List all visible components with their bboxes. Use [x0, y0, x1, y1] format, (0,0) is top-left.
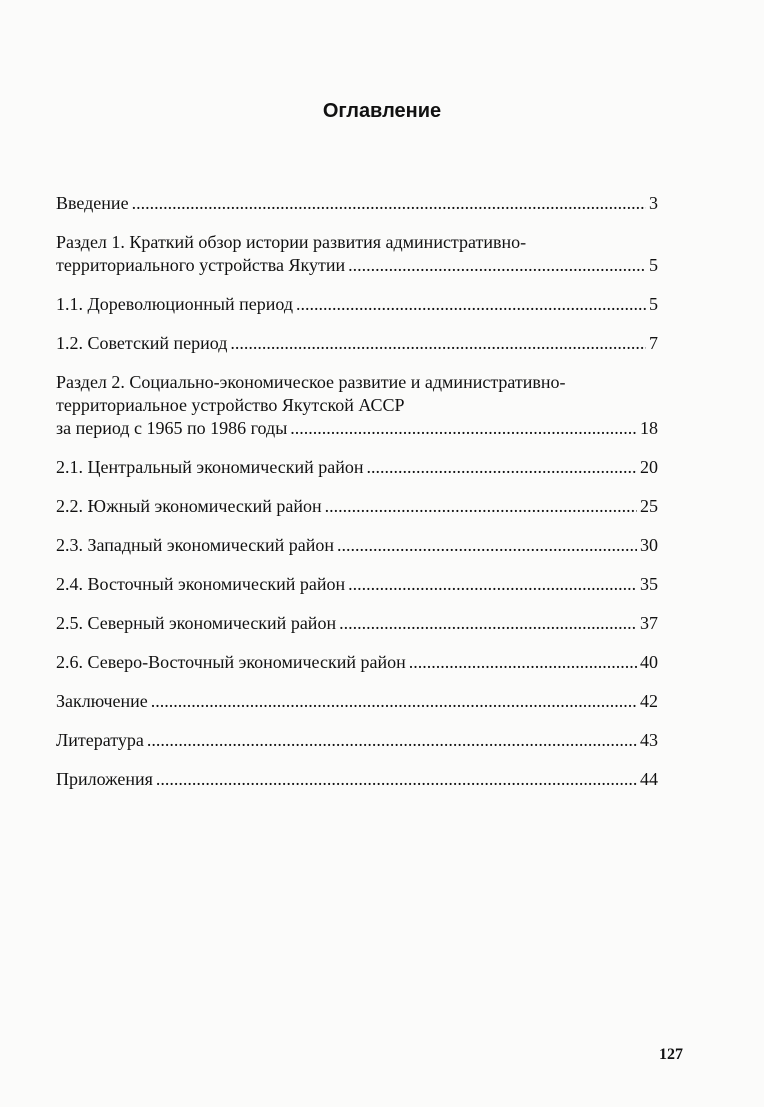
toc-row	[56, 651, 658, 674]
leader-dots	[290, 417, 637, 440]
toc-entry-title: 2.2. Южный экономический район	[56, 496, 322, 516]
toc-entry-introduction	[56, 192, 658, 215]
toc-entry-title: Приложения	[56, 769, 153, 789]
leader-dots	[325, 495, 637, 518]
toc-page-number: 18	[640, 418, 658, 438]
page-number: 127	[659, 1046, 683, 1063]
toc-entry-title-line: территориальное устройство Якутской АССР	[56, 395, 405, 415]
toc-page-number: 5	[649, 255, 658, 275]
leader-dots	[337, 534, 637, 557]
toc-entry-title: 1.2. Советский период	[56, 333, 228, 353]
toc-row	[56, 612, 658, 635]
toc-row	[56, 456, 658, 479]
toc-entry-2-5	[56, 612, 658, 635]
toc-row	[56, 534, 658, 557]
toc-entry-2-4	[56, 573, 658, 596]
toc-entry-conclusion	[56, 690, 658, 713]
toc-entry-title: Введение	[56, 193, 129, 213]
toc-page-number: 42	[640, 691, 658, 711]
toc-row	[56, 254, 658, 277]
leader-dots	[156, 768, 637, 791]
leader-dots	[339, 612, 637, 635]
page-title: Оглавление	[322, 100, 442, 122]
leader-dots	[296, 293, 646, 316]
toc-entry-literature	[56, 729, 658, 752]
toc-page-number: 20	[640, 457, 658, 477]
leader-dots	[348, 573, 637, 596]
leader-dots	[367, 456, 637, 479]
leader-dots	[348, 254, 646, 277]
toc-entry-title: 2.4. Восточный экономический район	[56, 574, 346, 594]
toc-row	[56, 192, 658, 215]
toc-entry-section-2	[56, 371, 658, 440]
toc-entry-2-3	[56, 534, 658, 557]
toc-entry-title: 2.3. Западный экономический район	[56, 535, 335, 555]
toc-entry-title: Заключение	[56, 691, 148, 711]
toc-entry-title-line: Раздел 1. Краткий обзор истории развития административно-	[56, 232, 527, 252]
leader-dots	[151, 690, 637, 713]
toc-row	[56, 768, 658, 791]
toc-entry-title: 1.1. Дореволюционный период	[56, 294, 293, 314]
toc-page-number: 43	[640, 730, 658, 750]
toc-entry-section-1	[56, 231, 658, 277]
toc-entry-title: 2.6. Северо-Восточный экономический район	[56, 652, 406, 672]
toc-entry-title: Литература	[56, 730, 144, 750]
toc-page-number: 44	[640, 769, 658, 789]
toc-entry-title: 2.5. Северный экономический район	[56, 613, 337, 633]
toc-entry-title-line: Раздел 2. Социально-экономическое развитие и административно-	[56, 372, 566, 392]
toc-page-number: 30	[640, 535, 658, 555]
leader-dots	[132, 192, 646, 215]
toc-row	[56, 417, 658, 440]
toc-entry-title: 2.1. Центральный экономический район	[56, 457, 364, 477]
toc-row	[56, 573, 658, 596]
toc-page-number: 40	[640, 652, 658, 672]
toc-entry-1-2	[56, 332, 658, 355]
toc-entry-title: за период с 1965 по 1986 годы	[56, 418, 288, 438]
toc-page-number: 37	[640, 613, 658, 633]
toc-row	[56, 293, 658, 316]
toc-row	[56, 690, 658, 713]
toc-page-number: 25	[640, 496, 658, 516]
toc-entry-1-1	[56, 293, 658, 316]
toc-entry-2-1	[56, 456, 658, 479]
toc-entry-2-2	[56, 495, 658, 518]
toc-row	[56, 729, 658, 752]
toc-page-number: 3	[649, 193, 658, 213]
leader-dots	[409, 651, 637, 674]
table-of-contents	[56, 192, 658, 807]
toc-row	[56, 495, 658, 518]
toc-entry-2-6	[56, 651, 658, 674]
leader-dots	[147, 729, 637, 752]
toc-page-number: 5	[649, 294, 658, 314]
toc-page-number: 35	[640, 574, 658, 594]
toc-page-number: 7	[649, 333, 658, 353]
leader-dots	[230, 332, 646, 355]
toc-entry-appendices	[56, 768, 658, 791]
toc-row	[56, 332, 658, 355]
toc-entry-title: территориального устройства Якутии	[56, 255, 346, 275]
